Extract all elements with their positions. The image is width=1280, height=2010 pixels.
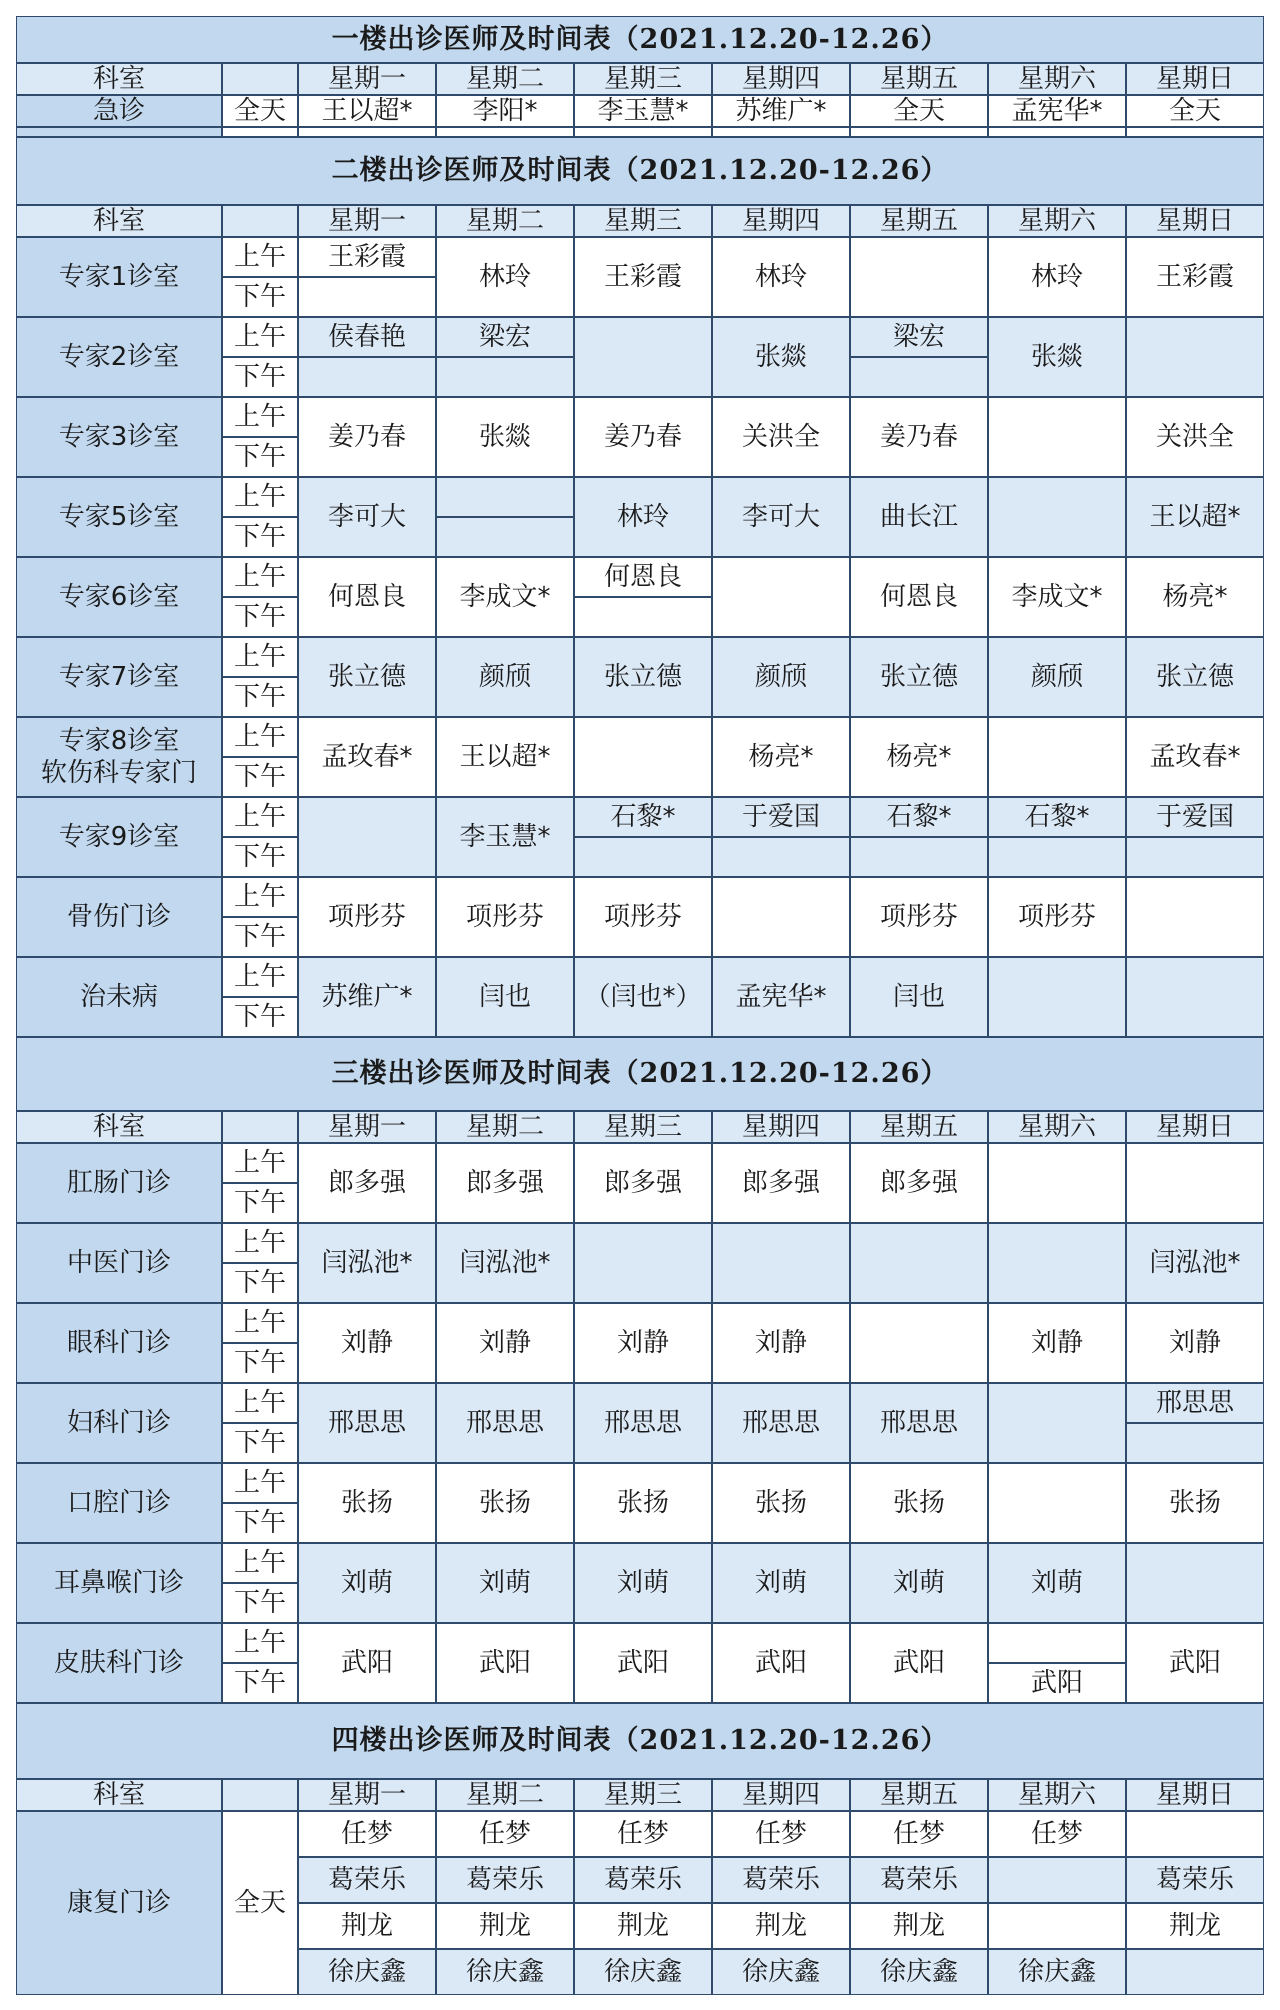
dept-name: 口腔门诊 [16,1463,222,1543]
doctor-cell: 郎多强 [712,1143,850,1223]
section-title: 四楼出诊医师及时间表（2021.12.20-12.26） [16,1703,1264,1779]
dept-name: 专家9诊室 [16,797,222,877]
doctor-cell: 林玲 [988,237,1126,317]
doctor-cell [1126,1543,1264,1623]
header-weekday-5: 星期五 [850,1779,988,1811]
am-label: 上午 [222,877,298,917]
doctor-cell-pm [1126,837,1264,877]
doctor-cell [574,1223,712,1303]
doctor-cell-pm [850,837,988,877]
spacer-cell [1126,127,1264,137]
doctor-cell: 邢思思 [712,1383,850,1463]
doctor-cell: 葛荣乐 [298,1857,436,1903]
dept-name: 妇科门诊 [16,1383,222,1463]
schedule-sheet [16,16,1264,1995]
doctor-cell: 李可大 [712,477,850,557]
dept-name: 专家3诊室 [16,397,222,477]
doctor-cell: 杨亮* [850,717,988,797]
pm-label: 下午 [222,837,298,877]
header-dept-label: 科室 [16,1779,222,1811]
doctor-cell [988,957,1126,1037]
doctor-cell-pm [436,517,574,557]
doctor-cell-pm [298,277,436,317]
spacer-cell [574,127,712,137]
doctor-cell: 杨亮* [712,717,850,797]
doctor-cell: 项彤芬 [850,877,988,957]
doctor-cell: 闫也 [850,957,988,1037]
am-label: 上午 [222,317,298,357]
doctor-cell: 杨亮* [1126,557,1264,637]
doctor-cell: 刘静 [712,1303,850,1383]
doctor-cell: 郎多强 [298,1143,436,1223]
spacer-cell [436,127,574,137]
doctor-cell: 颜颀 [712,637,850,717]
doctor-cell: 孟宪华* [988,95,1126,127]
doctor-cell: 姜乃春 [298,397,436,477]
header-weekday-3: 星期三 [574,63,712,95]
doctor-cell: 荆龙 [574,1903,712,1949]
doctor-cell: 荆龙 [712,1903,850,1949]
doctor-cell: 颜颀 [988,637,1126,717]
doctor-cell: 刘萌 [988,1543,1126,1623]
am-label: 上午 [222,1623,298,1663]
doctor-cell: 任梦 [298,1811,436,1857]
dept-name-line2: 软伤科专家门 [40,758,197,788]
doctor-cell: 项彤芬 [298,877,436,957]
doctor-cell: 武阳 [574,1623,712,1703]
header-weekday-2: 星期二 [436,63,574,95]
header-dept-label: 科室 [16,1111,222,1143]
doctor-cell: 任梦 [712,1811,850,1857]
doctor-cell: 张扬 [712,1463,850,1543]
header-blank [222,1111,298,1143]
dept-name: 康复门诊 [16,1811,222,1995]
doctor-cell: 闫泓池* [1126,1223,1264,1303]
doctor-cell [712,877,850,957]
doctor-cell: 荆龙 [298,1903,436,1949]
doctor-cell [988,717,1126,797]
doctor-cell: 项彤芬 [574,877,712,957]
doctor-cell [1126,317,1264,397]
spacer-cell [988,127,1126,137]
dept-name: 专家5诊室 [16,477,222,557]
doctor-cell [850,237,988,317]
doctor-cell: 王以超* [436,717,574,797]
doctor-cell: 林玲 [712,237,850,317]
header-blank [222,1779,298,1811]
pm-label: 下午 [222,997,298,1037]
doctor-cell: 颜颀 [436,637,574,717]
am-label: 上午 [222,1303,298,1343]
pm-label: 下午 [222,597,298,637]
doctor-cell [988,1383,1126,1463]
header-weekday-1: 星期一 [298,205,436,237]
header-weekday-5: 星期五 [850,205,988,237]
pm-label: 下午 [222,1663,298,1703]
doctor-cell: 刘萌 [298,1543,436,1623]
doctor-cell [988,1143,1126,1223]
doctor-cell: 关洪全 [1126,397,1264,477]
header-weekday-2: 星期二 [436,1779,574,1811]
doctor-cell-pm [1126,1423,1264,1463]
doctor-cell-am [436,477,574,517]
doctor-cell-am: 石黎* [988,797,1126,837]
doctor-cell [1126,1143,1264,1223]
pm-label: 下午 [222,757,298,797]
header-dept-label: 科室 [16,63,222,95]
section-title: 二楼出诊医师及时间表（2021.12.20-12.26） [16,137,1264,205]
doctor-cell-am: 梁宏 [436,317,574,357]
doctor-cell: 张扬 [574,1463,712,1543]
dept-name: 专家6诊室 [16,557,222,637]
doctor-cell: 徐庆鑫 [436,1949,574,1995]
header-weekday-1: 星期一 [298,63,436,95]
doctor-cell: 张燚 [436,397,574,477]
section-title: 一楼出诊医师及时间表（2021.12.20-12.26） [16,16,1264,63]
dept-name: 急诊 [16,95,222,127]
doctor-cell: 张扬 [298,1463,436,1543]
header-weekday-7: 星期日 [1126,205,1264,237]
doctor-cell: 徐庆鑫 [988,1949,1126,1995]
pm-label: 下午 [222,1183,298,1223]
doctor-cell: 葛荣乐 [712,1857,850,1903]
header-weekday-7: 星期日 [1126,1779,1264,1811]
doctor-cell: 葛荣乐 [850,1857,988,1903]
doctor-cell: 葛荣乐 [1126,1857,1264,1903]
doctor-cell [298,797,436,877]
doctor-cell: 李可大 [298,477,436,557]
doctor-cell: 刘萌 [436,1543,574,1623]
allday-label: 全天 [222,1811,298,1995]
dept-name-line1: 专家8诊室 [58,725,180,756]
doctor-cell [988,1463,1126,1543]
header-weekday-3: 星期三 [574,1779,712,1811]
doctor-cell: 闫泓池* [298,1223,436,1303]
doctor-cell: 孟玫春* [1126,717,1264,797]
am-label: 上午 [222,1543,298,1583]
doctor-cell [574,717,712,797]
header-weekday-6: 星期六 [988,63,1126,95]
doctor-cell: 苏维广* [298,957,436,1037]
doctor-cell: 任梦 [850,1811,988,1857]
doctor-cell: 郎多强 [436,1143,574,1223]
doctor-cell: 全天 [850,95,988,127]
header-blank [222,205,298,237]
doctor-cell-am: 于爱国 [712,797,850,837]
doctor-cell: 何恩良 [850,557,988,637]
doctor-cell-am: 石黎* [574,797,712,837]
doctor-cell [988,1223,1126,1303]
doctor-cell: 曲长江 [850,477,988,557]
doctor-cell: 项彤芬 [988,877,1126,957]
doctor-cell: 苏维广* [712,95,850,127]
doctor-cell [988,1857,1126,1903]
header-blank [222,63,298,95]
dept-name: 肛肠门诊 [16,1143,222,1223]
doctor-cell-pm [712,837,850,877]
doctor-cell: 李成文* [436,557,574,637]
dept-name: 中医门诊 [16,1223,222,1303]
doctor-cell: 武阳 [436,1623,574,1703]
doctor-cell: 张燚 [712,317,850,397]
doctor-cell [1126,1949,1264,1995]
am-label: 上午 [222,397,298,437]
doctor-cell-pm [574,837,712,877]
doctor-cell: 刘静 [988,1303,1126,1383]
am-label: 上午 [222,477,298,517]
header-weekday-2: 星期二 [436,205,574,237]
header-weekday-2: 星期二 [436,1111,574,1143]
spacer-cell [16,127,222,137]
doctor-cell: 武阳 [1126,1623,1264,1703]
doctor-cell: 徐庆鑫 [574,1949,712,1995]
doctor-cell: 张立德 [574,637,712,717]
doctor-cell: 张立德 [1126,637,1264,717]
doctor-cell: 王彩霞 [574,237,712,317]
doctor-cell-am: 何恩良 [574,557,712,597]
am-label: 上午 [222,557,298,597]
pm-label: 下午 [222,1423,298,1463]
doctor-cell-am: 邢思思 [1126,1383,1264,1423]
doctor-cell: 孟玫春* [298,717,436,797]
doctor-cell: 刘萌 [850,1543,988,1623]
header-dept-label: 科室 [16,205,222,237]
header-weekday-3: 星期三 [574,1111,712,1143]
doctor-cell: 孟宪华* [712,957,850,1037]
doctor-cell: 武阳 [298,1623,436,1703]
doctor-cell: 武阳 [712,1623,850,1703]
doctor-cell: 徐庆鑫 [712,1949,850,1995]
doctor-cell: 张立德 [850,637,988,717]
pm-label: 下午 [222,517,298,557]
am-label: 上午 [222,717,298,757]
header-weekday-6: 星期六 [988,1111,1126,1143]
pm-label: 下午 [222,357,298,397]
header-weekday-5: 星期五 [850,63,988,95]
header-weekday-4: 星期四 [712,1111,850,1143]
doctor-cell: 张扬 [436,1463,574,1543]
doctor-cell: 李阳* [436,95,574,127]
header-weekday-6: 星期六 [988,205,1126,237]
doctor-cell [712,557,850,637]
header-weekday-1: 星期一 [298,1779,436,1811]
doctor-cell [1126,957,1264,1037]
doctor-cell: 徐庆鑫 [850,1949,988,1995]
doctor-cell: 荆龙 [436,1903,574,1949]
doctor-cell: 刘静 [574,1303,712,1383]
header-weekday-6: 星期六 [988,1779,1126,1811]
spacer-cell [298,127,436,137]
pm-label: 下午 [222,1503,298,1543]
doctor-cell: 王以超* [298,95,436,127]
doctor-cell [712,1223,850,1303]
dept-name: 耳鼻喉门诊 [16,1543,222,1623]
header-weekday-1: 星期一 [298,1111,436,1143]
doctor-cell-am [988,1623,1126,1663]
doctor-cell-pm [988,837,1126,877]
dept-name: 骨伤门诊 [16,877,222,957]
doctor-cell: 王以超* [1126,477,1264,557]
doctor-cell: 葛荣乐 [574,1857,712,1903]
doctor-cell: 任梦 [988,1811,1126,1857]
doctor-cell: 邢思思 [850,1383,988,1463]
doctor-cell: 全天 [1126,95,1264,127]
doctor-cell [1126,877,1264,957]
doctor-cell: 葛荣乐 [436,1857,574,1903]
doctor-cell: 邢思思 [436,1383,574,1463]
doctor-cell: 荆龙 [850,1903,988,1949]
doctor-cell: 任梦 [436,1811,574,1857]
am-label: 上午 [222,957,298,997]
dept-name [16,717,222,797]
doctor-cell [1126,1811,1264,1857]
doctor-cell: 闫也 [436,957,574,1037]
doctor-cell-pm [436,357,574,397]
allday-label: 全天 [222,95,298,127]
am-label: 上午 [222,1383,298,1423]
doctor-cell: 邢思思 [574,1383,712,1463]
doctor-cell [988,397,1126,477]
am-label: 上午 [222,1143,298,1183]
header-weekday-4: 星期四 [712,205,850,237]
doctor-cell: 徐庆鑫 [298,1949,436,1995]
doctor-cell-pm: 武阳 [988,1663,1126,1703]
header-weekday-7: 星期日 [1126,1111,1264,1143]
dept-name: 专家1诊室 [16,237,222,317]
pm-label: 下午 [222,1263,298,1303]
doctor-cell: 李成文* [988,557,1126,637]
doctor-cell: 任梦 [574,1811,712,1857]
spacer-cell [850,127,988,137]
header-weekday-5: 星期五 [850,1111,988,1143]
doctor-cell [850,1223,988,1303]
dept-name: 专家2诊室 [16,317,222,397]
doctor-cell: 刘静 [1126,1303,1264,1383]
doctor-cell-am: 梁宏 [850,317,988,357]
dept-name: 专家7诊室 [16,637,222,717]
doctor-cell: 张扬 [850,1463,988,1543]
doctor-cell: 何恩良 [298,557,436,637]
doctor-cell [988,477,1126,557]
spacer-cell [222,127,298,137]
am-label: 上午 [222,797,298,837]
doctor-cell: 林玲 [574,477,712,557]
pm-label: 下午 [222,677,298,717]
doctor-cell: 姜乃春 [850,397,988,477]
doctor-cell: 李玉慧* [436,797,574,877]
section-title: 三楼出诊医师及时间表（2021.12.20-12.26） [16,1037,1264,1111]
doctor-cell: 武阳 [850,1623,988,1703]
doctor-cell: （闫也*） [574,957,712,1037]
doctor-cell: 张立德 [298,637,436,717]
doctor-cell: 林玲 [436,237,574,317]
doctor-cell-am: 石黎* [850,797,988,837]
dept-name: 眼科门诊 [16,1303,222,1383]
doctor-cell: 刘萌 [712,1543,850,1623]
pm-label: 下午 [222,1343,298,1383]
am-label: 上午 [222,237,298,277]
doctor-cell-pm [298,357,436,397]
dept-name: 治未病 [16,957,222,1037]
am-label: 上午 [222,1463,298,1503]
am-label: 上午 [222,1223,298,1263]
doctor-cell: 项彤芬 [436,877,574,957]
doctor-cell-pm [574,597,712,637]
am-label: 上午 [222,637,298,677]
pm-label: 下午 [222,1583,298,1623]
doctor-cell: 关洪全 [712,397,850,477]
doctor-cell: 姜乃春 [574,397,712,477]
doctor-cell: 刘萌 [574,1543,712,1623]
header-weekday-7: 星期日 [1126,63,1264,95]
doctor-cell: 闫泓池* [436,1223,574,1303]
doctor-cell: 李玉慧* [574,95,712,127]
header-weekday-3: 星期三 [574,205,712,237]
doctor-cell: 王彩霞 [1126,237,1264,317]
doctor-cell [850,1303,988,1383]
doctor-cell-pm [850,357,988,397]
header-weekday-4: 星期四 [712,1779,850,1811]
doctor-cell: 刘静 [436,1303,574,1383]
doctor-cell: 荆龙 [1126,1903,1264,1949]
doctor-cell: 张扬 [1126,1463,1264,1543]
doctor-cell-am: 王彩霞 [298,237,436,277]
pm-label: 下午 [222,277,298,317]
dept-name: 皮肤科门诊 [16,1623,222,1703]
doctor-cell: 郎多强 [850,1143,988,1223]
doctor-cell [574,317,712,397]
doctor-cell-am: 于爱国 [1126,797,1264,837]
doctor-cell-am: 侯春艳 [298,317,436,357]
doctor-cell: 郎多强 [574,1143,712,1223]
doctor-cell: 张燚 [988,317,1126,397]
pm-label: 下午 [222,917,298,957]
doctor-cell: 刘静 [298,1303,436,1383]
spacer-cell [712,127,850,137]
header-weekday-4: 星期四 [712,63,850,95]
pm-label: 下午 [222,437,298,477]
doctor-cell: 邢思思 [298,1383,436,1463]
doctor-cell [988,1903,1126,1949]
